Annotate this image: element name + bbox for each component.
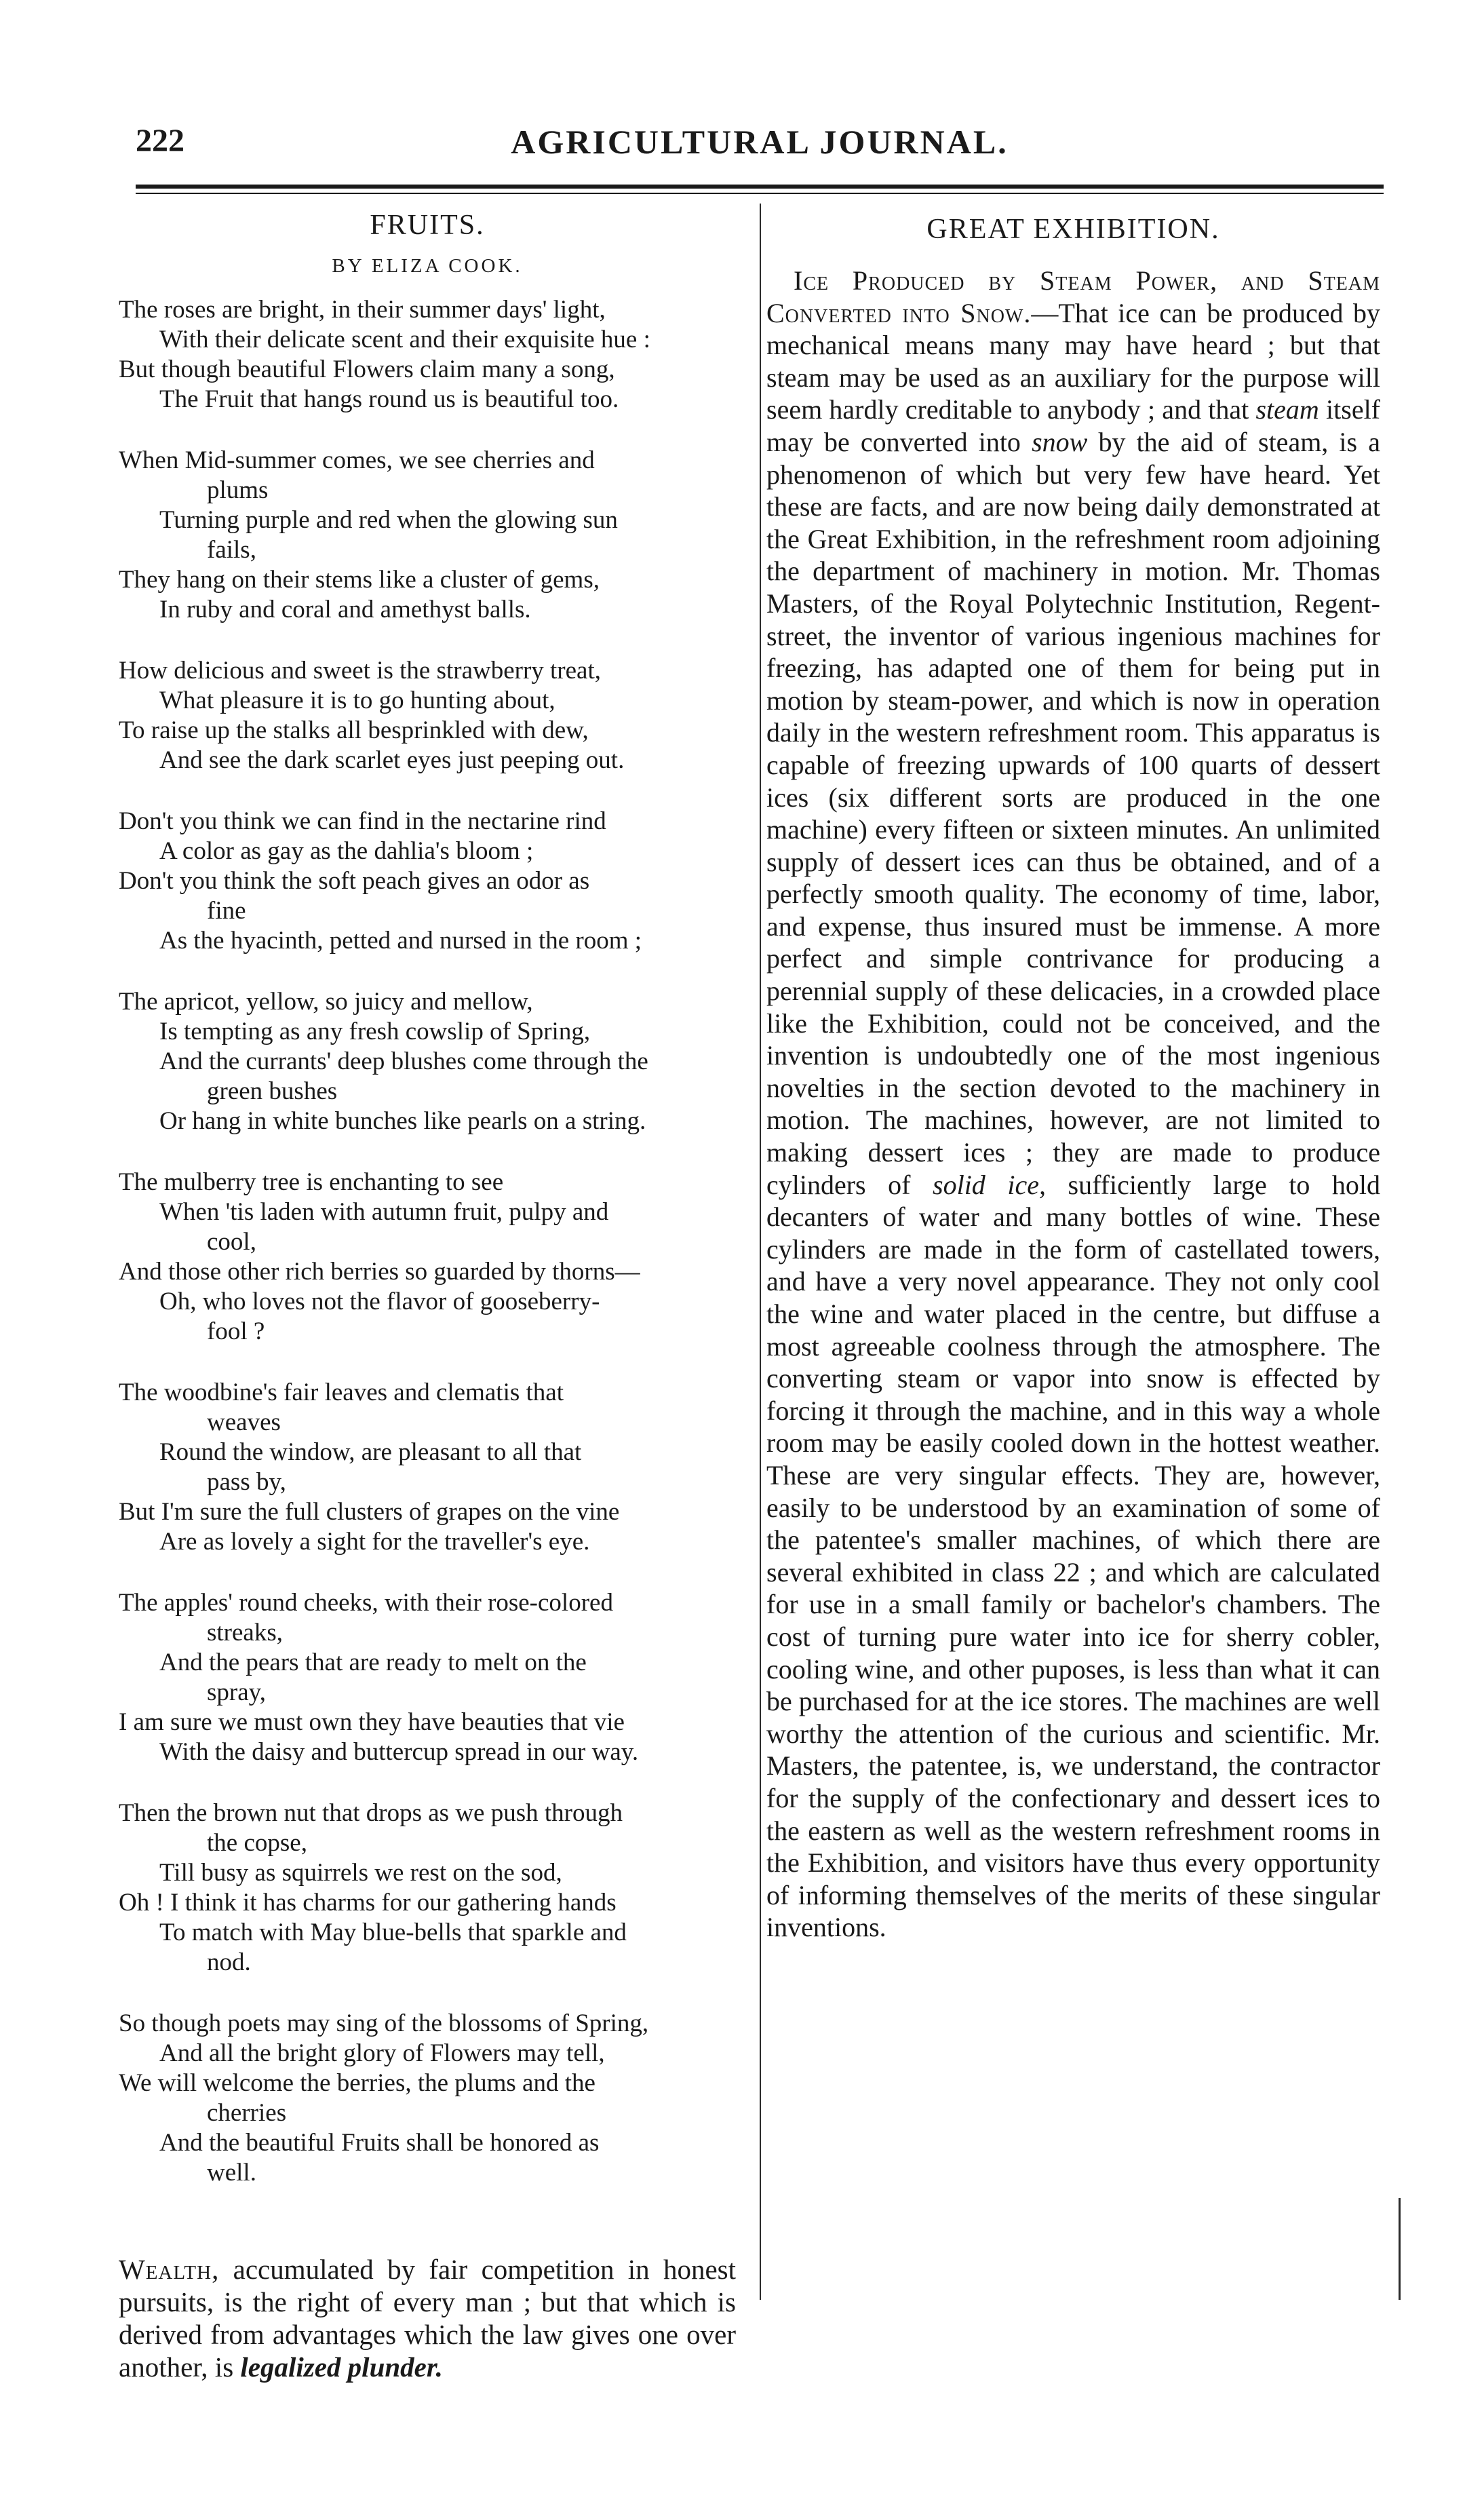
page-number: 222: [136, 123, 184, 159]
poem-line: nod.: [207, 1948, 251, 1976]
poem-line: But I'm sure the full clusters of grapes on the vine: [119, 1498, 620, 1526]
poem-stanza: [119, 295, 736, 415]
poem-line: The roses are bright, in their summer days' light,: [119, 296, 606, 324]
poem-stanza: [119, 1168, 736, 1347]
poem-body: [119, 295, 736, 2188]
poem-line: And the currants' deep blushes come through the: [159, 1047, 648, 1075]
poem-line: The mulberry tree is enchanting to see: [119, 1168, 504, 1196]
poem-line: streaks,: [207, 1619, 283, 1647]
article-title: GREAT EXHIBITION.: [926, 214, 1220, 245]
article-body: [766, 265, 1380, 1944]
poem-line: green bushes: [207, 1077, 338, 1105]
margin-rule: [1399, 2198, 1401, 2300]
poem-line: We will welcome the berries, the plums and the: [119, 2069, 595, 2097]
poem-stanza: [119, 1798, 736, 1978]
wealth-lead: Wealth,: [119, 2254, 220, 2285]
poem-line: cherries: [207, 2099, 287, 2127]
poem-stanza: [119, 1378, 736, 1557]
poem-line: When 'tis laden with autumn fruit, pulpy and: [159, 1198, 609, 1226]
right-column: [766, 204, 1380, 1944]
poem-line: And all the bright glory of Flowers may tell,: [159, 2039, 605, 2067]
poem-line: The woodbine's fair leaves and clematis that: [119, 1379, 564, 1406]
column-divider: [760, 204, 761, 2300]
poem-line: Or hang in white bunches like pearls on a string.: [159, 1107, 646, 1135]
poem-line: How delicious and sweet is the strawberry treat,: [119, 657, 602, 685]
poem-stanza: [119, 987, 736, 1136]
poem-line: So though poets may sing of the blossoms of Spring,: [119, 2009, 649, 2037]
poem-line: The Fruit that hangs round us is beautiful too.: [159, 385, 619, 413]
poem-line: Till busy as squirrels we rest on the sod,: [159, 1859, 562, 1887]
header-rule-thick: [136, 185, 1384, 189]
poem-line: With their delicate scent and their exquisite hue :: [159, 326, 650, 353]
poem-line: weaves: [207, 1408, 281, 1436]
article-italic-solid-ice: solid ice,: [933, 1169, 1046, 1200]
poem-line: fine: [207, 897, 246, 925]
poem-line: Round the window, are pleasant to all that: [159, 1438, 582, 1466]
poem-line: spray,: [207, 1678, 266, 1706]
poem-stanza: [119, 656, 736, 775]
article-italic-snow: snow: [1032, 426, 1088, 457]
poem-line: With the daisy and buttercup spread in our way.: [159, 1738, 639, 1766]
poem-line: A color as gay as the dahlia's bloom ;: [159, 837, 534, 865]
poem-line: pass by,: [207, 1468, 286, 1496]
poem-line: the copse,: [207, 1829, 307, 1857]
article-text-1: —That ice can be produced by mechanical means many may have heard ; but that steam may be used as an auxiliary for the purpose will seem hardly creditable to anybody ; and that: [766, 297, 1380, 425]
poem-line: Turning purple and red when the glowing sun: [159, 506, 618, 534]
poem-line: plums: [207, 476, 269, 504]
poem-line: Don't you think we can find in the nectarine rind: [119, 807, 606, 835]
poem-line: well.: [207, 2159, 256, 2187]
poem-line: I am sure we must own they have beauties that vie: [119, 1708, 625, 1736]
poem-line: And the beautiful Fruits shall be honored as: [159, 2129, 600, 2157]
article-text-4: sufficiently large to hold decanters of water and many bottles of wine. These cylinders are made in the form of castellated towers, and have a very novel appearance. They not only cool the wine and water placed in the centre, but diffuse a most agreeable coolness through the atmosphere. The converting steam or vapor into snow is effected by forcing it through the machine, and in this way a whole room may be easily cooled down in the hottest weather. These are very singular effects. They are, however, easily to be understood by an examination of some of the patentee's smaller machines, of which there are several exhibited in class 22 ; and which are calculated for use in a small family or bachelor's chambers. The cost of turning pure water into ice for sherry cobler, cooling wine, and other puposes, is less than what it can be purchased for at the ice stores. The machines are well worthy the attention of the curious and scientific. Mr. Masters, the patentee, is, we understand, the contractor for the supply of the confectionary and dessert ices to the eastern as well as the western refreshment rooms in the Exhibition, and visitors have thus every opportunity of informing themselves of the merits of these singular inventions.: [766, 1169, 1380, 1943]
poem-line: cool,: [207, 1228, 256, 1256]
wealth-body: accumulated by fair competition in honest pursuits, is the right of every man ; but that which is derived from advantages which the law gives one over another, is: [119, 2254, 736, 2383]
article-italic-steam: steam: [1255, 394, 1319, 425]
poem-line: fool ?: [207, 1317, 265, 1345]
header-rule-thin: [136, 193, 1384, 194]
journal-title: AGRICULTURAL JOURNAL.: [511, 123, 1009, 161]
poem-stanza: [119, 2009, 736, 2188]
poem-line: To match with May blue-bells that sparkle and: [159, 1919, 627, 1946]
poem-line: They hang on their stems like a cluster of gems,: [119, 566, 600, 594]
article-text-2: itself may be converted into: [766, 394, 1381, 457]
wealth-note: [119, 2253, 736, 2383]
poem-line: And the pears that are ready to melt on the: [159, 1649, 587, 1676]
poem-line: Don't you think the soft peach gives an odor as: [119, 867, 590, 895]
poem-line: The apples' round cheeks, with their rose-colored: [119, 1589, 613, 1617]
poem-line: The apricot, yellow, so juicy and mellow,: [119, 988, 533, 1016]
poem-line: Is tempting as any fresh cowslip of Spring,: [159, 1018, 591, 1045]
poem-line: fails,: [207, 536, 256, 564]
poem-line: But though beautiful Flowers claim many a song,: [119, 355, 615, 383]
poem-line: In ruby and coral and amethyst balls.: [159, 596, 531, 623]
left-column: [119, 204, 736, 2383]
poem-line: Oh, who loves not the flavor of gooseberry-: [159, 1288, 600, 1315]
article-text-3: by the aid of steam, is a phenomenon of which but very few have heard. Yet these are facts, and are now being daily demonstrated at the Great Exhibition, in the refreshment room adjoining the department of machinery in motion. Mr. Thomas Masters, of the Royal Polytechnic Institution, Regent-street, the inventor of various ingenious machines for freezing, has adapted one of them for being put in motion by steam-power, and which is now in operation daily in the western refreshment room. This apparatus is capable of freezing upwards of 100 quarts of dessert ices (six different sorts are produced in the one machine) every fifteen or sixteen minutes. An unlimited supply of dessert ices can thus be obtained, and of a perfectly smooth quality. The economy of time, labor, and expense, thus insured must be immense. A more perfect and simple contrivance for producing a perennial supply of these delicacies, in a crowded place like the Exhibition, could not be conceived, and the invention is undoubtedly one of the most ingenious novelties in the section devoted to the machinery in motion. The machines, however, are not limited to making dessert ices ; they are made to produce cylinders of: [766, 426, 1380, 1200]
poem-author: BY ELIZA COOK.: [332, 255, 523, 277]
poem-line: And those other rich berries so guarded by thorns—: [119, 1258, 640, 1286]
poem-stanza: [119, 446, 736, 625]
poem-line: When Mid-summer comes, we see cherries and: [119, 446, 595, 474]
poem-line: Oh ! I think it has charms for our gathering hands: [119, 1889, 617, 1917]
page-header: [136, 122, 1384, 170]
poem-line: As the hyacinth, petted and nursed in the room ;: [159, 927, 642, 955]
poem-line: To raise up the stalks all besprinkled with dew,: [119, 716, 589, 744]
poem-stanza: [119, 807, 736, 956]
poem-line: And see the dark scarlet eyes just peeping out.: [159, 746, 625, 774]
poem-line: Then the brown nut that drops as we push through: [119, 1799, 623, 1827]
poem-line: What pleasure it is to go hunting about,: [159, 687, 555, 714]
wealth-emphasis: legalized plunder.: [240, 2351, 443, 2383]
poem-line: Are as lovely a sight for the traveller's eye.: [159, 1528, 590, 1556]
article-lead-in: Ice Produced by Steam Power, and Steam Converted into Snow.: [766, 265, 1380, 328]
poem-stanza: [119, 1588, 736, 1767]
poem-title: FRUITS.: [370, 210, 485, 241]
